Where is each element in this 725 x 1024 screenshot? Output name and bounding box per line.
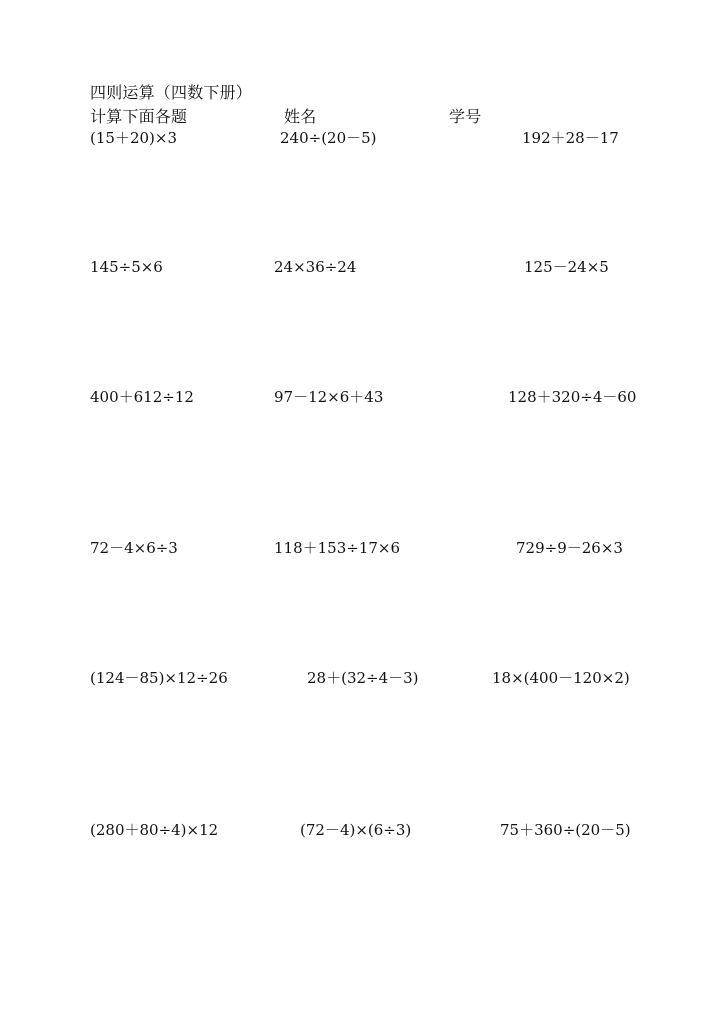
problem-row2-col2: 24×36÷24	[274, 258, 357, 276]
problem-row5-col2: 28＋(32÷4－3)	[307, 669, 419, 687]
problem-row3-col3: 128＋320÷4－60	[508, 388, 637, 406]
instruction-text: 计算下面各题	[90, 107, 188, 126]
problem-row4-col3: 729÷9－26×3	[516, 539, 623, 557]
name-label: 姓名	[284, 107, 317, 126]
problem-row6-col3: 75＋360÷(20－5)	[500, 821, 631, 839]
problem-row3-col1: 400＋612÷12	[90, 388, 194, 406]
page-title: 四则运算（四数下册）	[90, 83, 253, 102]
problem-row4-col2: 118＋153÷17×6	[274, 539, 401, 557]
problem-row5-col3: 18×(400－120×2)	[492, 669, 630, 687]
problem-row3-col2: 97－12×6＋43	[274, 388, 384, 406]
problem-row1-col1: (15＋20)×3	[90, 129, 177, 147]
problem-row6-col2: (72－4)×(6÷3)	[300, 821, 412, 839]
problem-row2-col1: 145÷5×6	[90, 258, 163, 276]
problem-row4-col1: 72－4×6÷3	[90, 539, 178, 557]
problem-row2-col3: 125－24×5	[524, 258, 609, 276]
problem-row5-col1: (124－85)×12÷26	[90, 669, 228, 687]
problem-row1-col3: 192＋28－17	[522, 129, 619, 147]
student-id-label: 学号	[449, 107, 482, 126]
problem-row1-col2: 240÷(20－5)	[280, 129, 377, 147]
problem-row6-col1: (280＋80÷4)×12	[90, 821, 219, 839]
